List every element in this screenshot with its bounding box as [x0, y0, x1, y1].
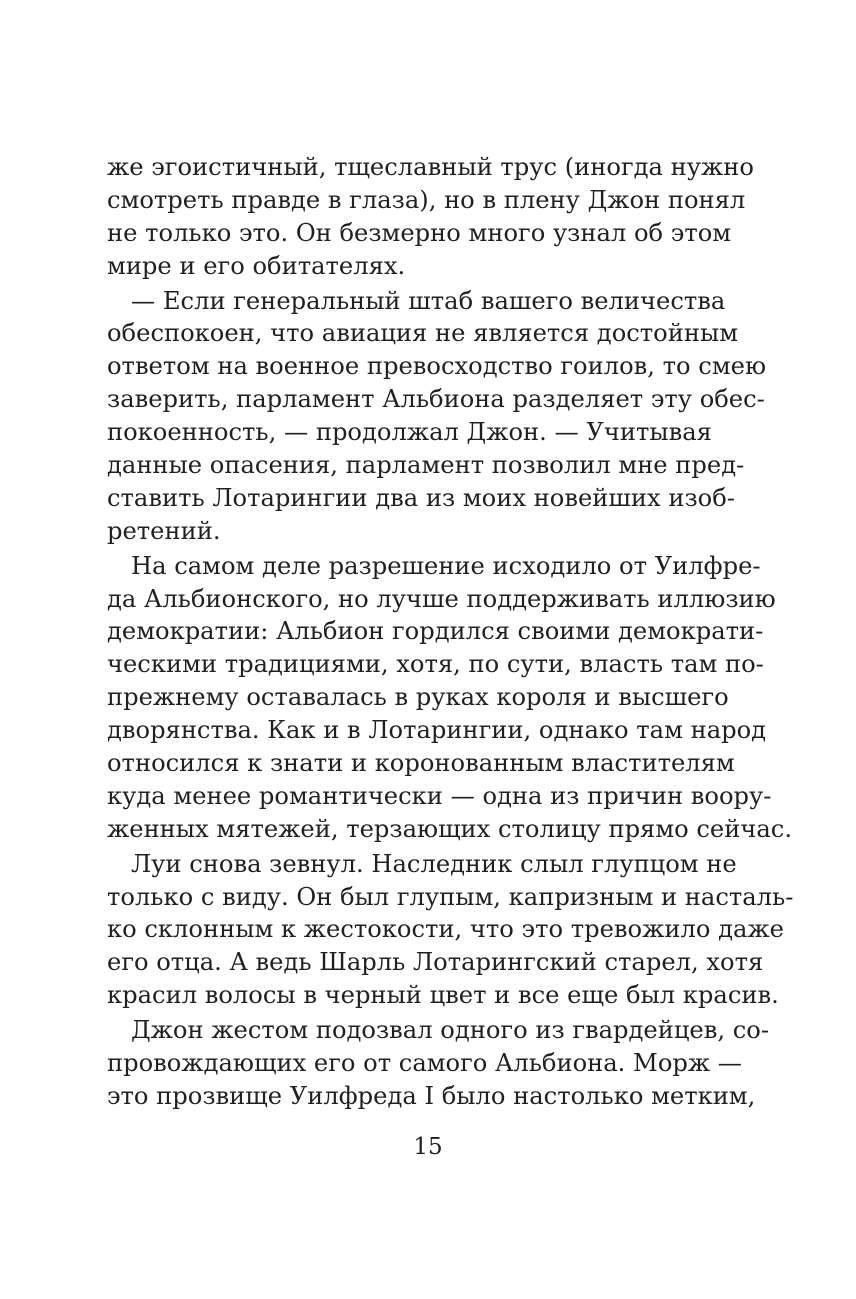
text-line: данные опасения, парламент позволил мне пред-	[107, 451, 745, 480]
text-line: только с виду. Он был глупым, капризным и насталь-	[107, 882, 794, 911]
text-line: покоенность, — продолжал Джон. — Учитывая	[107, 418, 712, 447]
text-line: же эгоистичный, тщеславный трус (иногда нужно	[107, 153, 754, 181]
text-line: демократии: Альбион гордился своими демократи-	[107, 617, 764, 646]
page-number: 15	[413, 1134, 443, 1160]
text-line: дворянства. Как и в Лотарингии, однако там народ	[107, 716, 767, 745]
paragraph	[107, 285, 767, 548]
page-body-text	[107, 151, 794, 1113]
paragraph	[107, 151, 754, 283]
text-line: Джон жестом подозвал одного из гвардейцев, со-	[131, 1016, 769, 1045]
text-line: обеспокоен, что авиация не является достойным	[107, 319, 739, 348]
text-line: это прозвище Уилфреда I было настолько метким,	[107, 1081, 756, 1110]
paragraph	[107, 550, 793, 846]
text-line: ческими традициями, хотя, по сути, власть там по-	[107, 650, 764, 679]
text-line: заверить, парламент Альбиона разделяет эту обес-	[107, 385, 765, 414]
text-line: — Если генеральный штаб вашего величества	[131, 286, 726, 315]
text-line: ретений.	[107, 516, 221, 545]
text-line: красил волосы в черный цвет и все еще был красив.	[107, 981, 779, 1010]
text-line: ставить Лотарингии два из моих новейших изоб-	[107, 483, 735, 512]
text-line: его отца. А ведь Шарль Лотарингский старел, хотя	[107, 948, 764, 977]
paragraph	[107, 848, 794, 1012]
text-line: не только это. Он безмерно много узнал об этом	[107, 218, 732, 247]
text-line: прежнему оставалась в руках короля и высшего	[107, 683, 729, 712]
text-line: ко склонным к жестокости, что это тревожило даже	[107, 915, 784, 944]
text-line: мире и его обитателях.	[107, 251, 406, 280]
text-line: относился к знати и коронованным властителям	[107, 749, 735, 778]
text-line: да Альбионского, но лучше поддерживать иллюзию	[107, 584, 776, 613]
text-line: куда менее романтически — одна из причин воору-	[107, 781, 772, 810]
text-line: ответом на военное превосходство гоилов, то смею	[107, 352, 767, 381]
paragraph	[107, 1014, 769, 1113]
text-line: Луи снова зевнул. Наследник слыл глупцом не	[131, 849, 737, 878]
text-line: смотреть правде в глаза), но в плену Джон понял	[107, 185, 746, 214]
text-line: провождающих его от самого Альбиона. Морж —	[107, 1049, 742, 1078]
text-line: На самом деле разрешение исходило от Уилфре-	[131, 551, 761, 580]
text-line: женных мятежей, терзающих столицу прямо сейчас.	[107, 814, 793, 843]
